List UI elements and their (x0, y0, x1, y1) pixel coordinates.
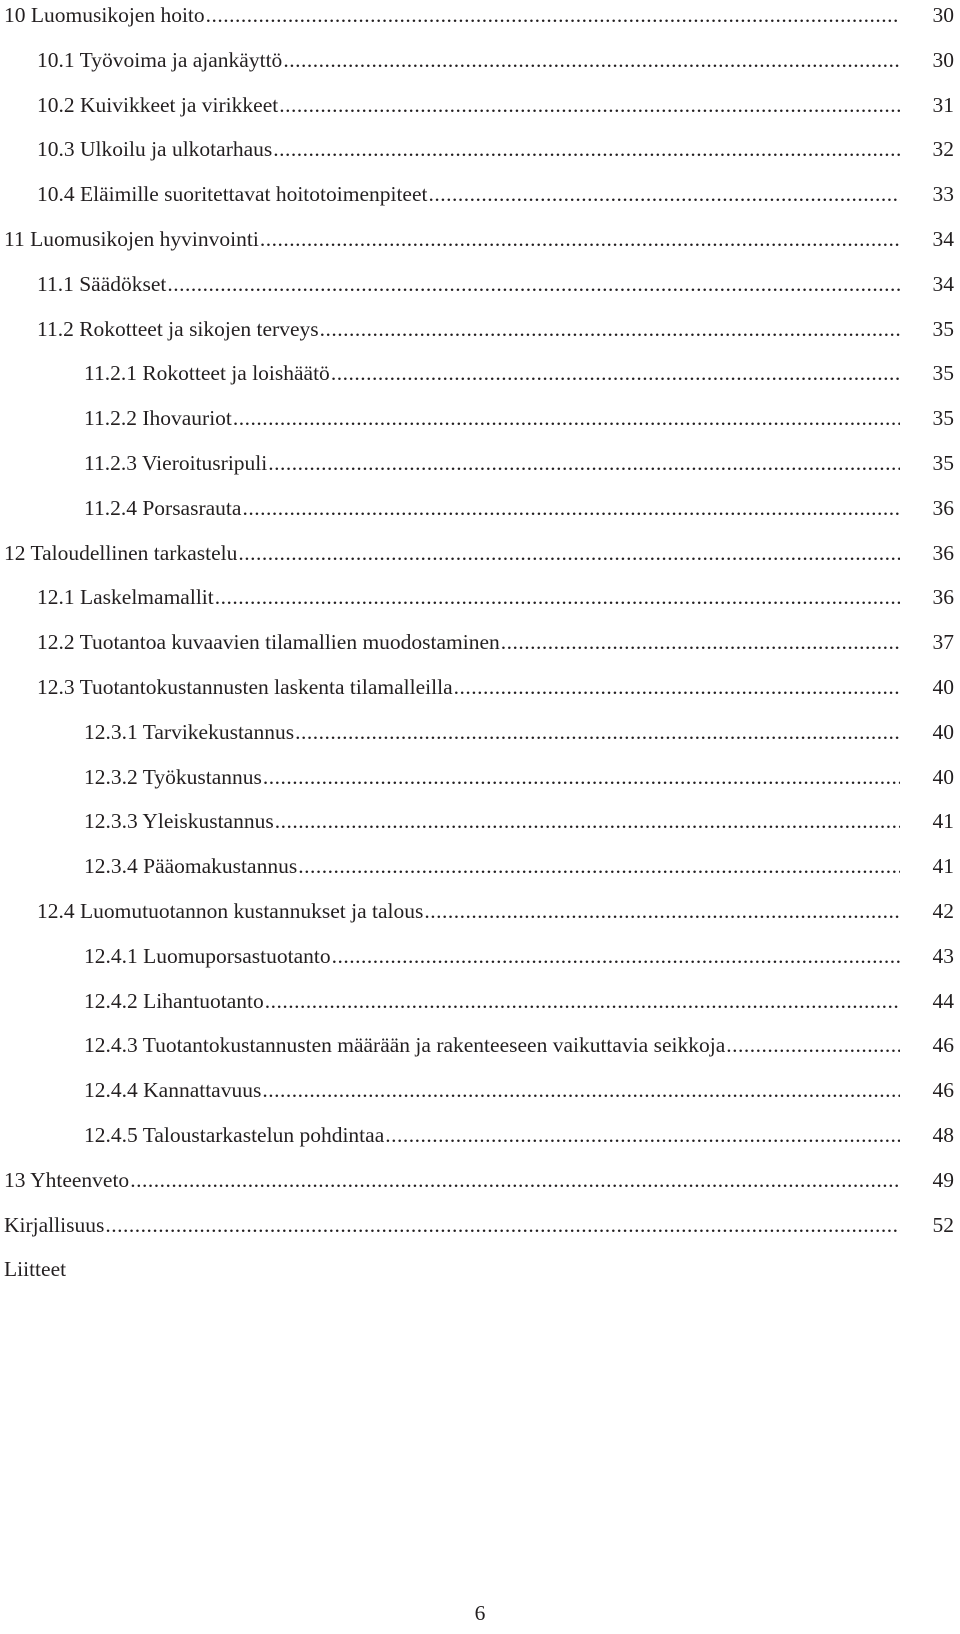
toc-entry-title: 12.3.4 Pääomakustannus (84, 854, 298, 879)
toc-entry-page: 37 (932, 630, 954, 655)
toc-entry[interactable] (4, 403, 954, 448)
toc-entry-page: 35 (932, 450, 954, 475)
toc-entry[interactable] (4, 0, 954, 45)
toc-entry-page: 52 (932, 1212, 954, 1237)
toc-entry-page: 40 (932, 764, 954, 789)
toc-entry[interactable] (4, 224, 954, 269)
toc-entry-title: 11.2 Rokotteet ja sikojen terveys (37, 316, 319, 341)
toc-dot-leader (501, 627, 900, 657)
toc-entry-page: 32 (932, 137, 954, 162)
toc-entry[interactable] (4, 314, 954, 359)
toc-dot-leader (332, 941, 900, 971)
page-number: 6 (474, 1601, 486, 1625)
toc-entry-page: 36 (932, 585, 954, 610)
toc-entry-page: 44 (932, 988, 954, 1013)
toc-dot-leader (283, 45, 900, 75)
toc-entry[interactable] (4, 762, 954, 807)
toc-entry-page: 43 (932, 943, 954, 968)
toc-entry-page: 46 (932, 1078, 954, 1103)
toc-entry-title: 11.2.3 Vieroitusripuli (84, 450, 268, 475)
toc-entry-page: 40 (932, 719, 954, 744)
toc-dot-leader (215, 582, 900, 612)
toc-entry-title: Liitteet (4, 1257, 67, 1282)
toc-entry[interactable] (4, 358, 954, 403)
toc-entry-title: 12.4.2 Lihantuotanto (84, 988, 264, 1013)
toc-dot-leader (429, 179, 901, 209)
toc-entry[interactable] (4, 179, 954, 224)
toc-dot-leader (105, 1210, 900, 1240)
toc-entry-title: 12.3.3 Yleiskustannus (84, 809, 274, 834)
toc-dot-leader (275, 806, 900, 836)
toc-entry[interactable] (4, 134, 954, 179)
toc-entry-title: 12.4 Luomutuotannon kustannukset ja talous (37, 898, 424, 923)
table-of-contents (4, 0, 954, 1299)
toc-entry[interactable] (4, 851, 954, 896)
toc-dot-leader (260, 224, 900, 254)
toc-entry-page: 48 (932, 1122, 954, 1147)
toc-dot-leader (424, 896, 900, 926)
toc-entry-title: 11.2.2 Ihovauriot (84, 406, 232, 431)
toc-entry[interactable] (4, 582, 954, 627)
toc-dot-leader (233, 403, 900, 433)
toc-dot-leader (320, 314, 900, 344)
toc-entry[interactable] (4, 941, 954, 986)
toc-entry-title: 12.4.3 Tuotantokustannusten määrään ja rakenteeseen vaikuttavia seikkoja (84, 1033, 726, 1058)
toc-entry-page: 31 (932, 92, 954, 117)
toc-entry-page: 49 (932, 1167, 954, 1192)
toc-entry-page: 41 (932, 809, 954, 834)
toc-dot-leader (268, 448, 900, 478)
toc-entry[interactable] (4, 493, 954, 538)
toc-entry-title: 12.4.1 Luomuporsastuotanto (84, 943, 331, 968)
toc-entry-title: 12.4.5 Taloustarkastelun pohdintaa (84, 1122, 385, 1147)
toc-entry-page: 34 (932, 271, 954, 296)
toc-dot-leader (263, 762, 900, 792)
toc-entry-page: 36 (932, 495, 954, 520)
toc-entry[interactable] (4, 1075, 954, 1120)
toc-entry-page: 42 (932, 898, 954, 923)
toc-entry-title: 10.2 Kuivikkeet ja virikkeet (37, 92, 279, 117)
toc-entry[interactable] (4, 1030, 954, 1075)
toc-entry[interactable] (4, 269, 954, 314)
toc-dot-leader (262, 1075, 900, 1105)
toc-entry-title: 13 Yhteenveto (4, 1167, 130, 1192)
toc-dot-leader (206, 0, 900, 30)
toc-entry-title: 11.2.4 Porsasrauta (84, 495, 242, 520)
toc-dot-leader (238, 538, 900, 568)
toc-dot-leader (130, 1165, 900, 1195)
toc-dot-leader (265, 986, 900, 1016)
toc-dot-leader (331, 358, 900, 388)
toc-dot-leader (295, 717, 900, 747)
toc-entry-page: 30 (932, 47, 954, 72)
toc-entry-page: 35 (932, 406, 954, 431)
toc-entry[interactable] (4, 986, 954, 1031)
toc-entry-title: 12.3.2 Työkustannus (84, 764, 262, 789)
toc-entry-page: 36 (932, 540, 954, 565)
toc-entry[interactable] (4, 90, 954, 135)
toc-entry[interactable] (4, 538, 954, 583)
toc-entry-title: 11 Luomusikojen hyvinvointi (4, 226, 259, 251)
toc-entry-title: 10.4 Eläimille suoritettavat hoitotoimenpiteet (37, 182, 428, 207)
toc-entry-title: 11.2.1 Rokotteet ja loishäätö (84, 361, 330, 386)
toc-entry-title: 11.1 Säädökset (37, 271, 167, 296)
toc-dot-leader (279, 90, 900, 120)
toc-entry[interactable] (4, 45, 954, 90)
toc-entry[interactable] (4, 717, 954, 762)
toc-entry-page: 35 (932, 316, 954, 341)
toc-entry-page: 40 (932, 674, 954, 699)
toc-entry-title: Kirjallisuus (4, 1212, 105, 1237)
toc-entry[interactable] (4, 1165, 954, 1210)
toc-dot-leader (167, 269, 900, 299)
toc-entry-title: 12.3.1 Tarvikekustannus (84, 719, 295, 744)
toc-entry[interactable] (4, 1120, 954, 1165)
toc-dot-leader (726, 1030, 900, 1060)
toc-dot-leader (298, 851, 900, 881)
toc-entry-title: 12 Taloudellinen tarkastelu (4, 540, 238, 565)
toc-entry-title: 10.3 Ulkoilu ja ulkotarhaus (37, 137, 273, 162)
toc-entry[interactable] (4, 627, 954, 672)
toc-entry-title: 12.1 Laskelmamallit (37, 585, 214, 610)
toc-entry-page: 46 (932, 1033, 954, 1058)
toc-entry-title: 12.4.4 Kannattavuus (84, 1078, 262, 1103)
toc-entry-title: 10.1 Työvoima ja ajankäyttö (37, 47, 283, 72)
toc-entry-page: 41 (932, 854, 954, 879)
toc-entry-page: 34 (932, 226, 954, 251)
toc-dot-leader (454, 672, 900, 702)
toc-entry[interactable] (4, 1254, 954, 1299)
toc-entry-page: 35 (932, 361, 954, 386)
toc-dot-leader (273, 134, 900, 164)
toc-entry-title: 10 Luomusikojen hoito (4, 3, 205, 27)
toc-dot-leader (242, 493, 900, 523)
toc-entry-page: 30 (932, 3, 954, 27)
toc-dot-leader (385, 1120, 900, 1150)
toc-entry[interactable] (4, 672, 954, 717)
toc-entry-page: 33 (932, 182, 954, 207)
toc-entry[interactable] (4, 806, 954, 851)
toc-entry-title: 12.2 Tuotantoa kuvaavien tilamallien muodostaminen (37, 630, 500, 655)
toc-entry-title: 12.3 Tuotantokustannusten laskenta tilamalleilla (37, 674, 453, 699)
toc-entry[interactable] (4, 1210, 954, 1255)
toc-entry[interactable] (4, 448, 954, 493)
toc-entry[interactable] (4, 896, 954, 941)
